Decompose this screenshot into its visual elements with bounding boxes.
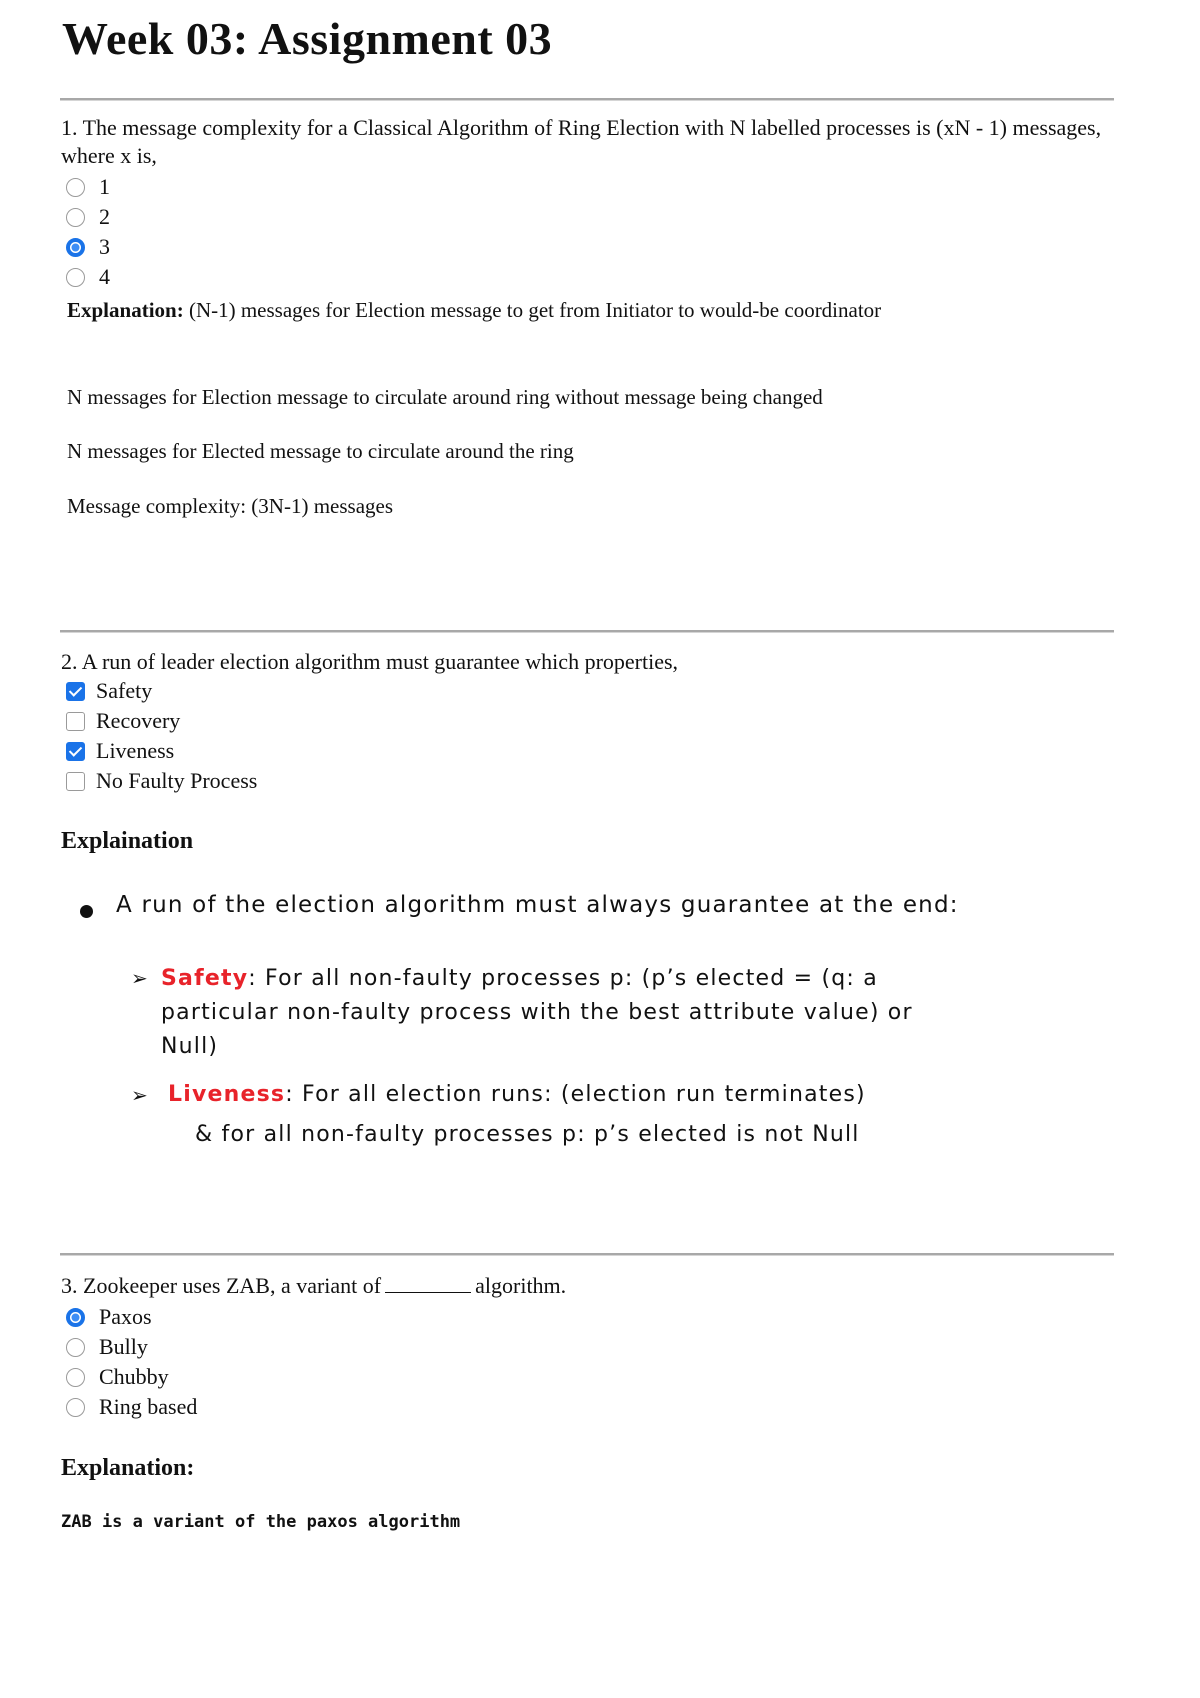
answer-blank bbox=[385, 1274, 471, 1293]
q1-option-4[interactable] bbox=[66, 262, 110, 292]
safety-text: : For all non-faulty processes p: (p’s elected = (q: a particular non-faulty process with the best attribute value) or Null) bbox=[161, 966, 913, 1059]
q3-option-ring-based[interactable] bbox=[66, 1392, 197, 1422]
checkbox-checked[interactable] bbox=[66, 742, 85, 761]
q3-option-bully[interactable] bbox=[66, 1332, 148, 1362]
radio-selected[interactable] bbox=[66, 238, 85, 257]
q1-explanation-line-4: Message complexity: (3N-1) messages bbox=[67, 494, 394, 518]
divider bbox=[60, 1253, 1114, 1256]
liveness-definition-continued: & for all non-faulty processes p: p’s elected is not Null bbox=[195, 1122, 860, 1147]
option-label: Paxos bbox=[99, 1304, 152, 1329]
radio-unselected[interactable] bbox=[66, 208, 85, 227]
q2-option-recovery[interactable] bbox=[66, 706, 180, 736]
q2-option-no-faulty-process[interactable] bbox=[66, 766, 257, 796]
explanation-text: (N-1) messages for Election message to get from Initiator to would-be coordinator bbox=[183, 298, 882, 322]
option-label: Safety bbox=[96, 678, 153, 703]
option-label: 2 bbox=[99, 204, 110, 229]
divider bbox=[60, 630, 1114, 633]
radio-unselected[interactable] bbox=[66, 1368, 85, 1387]
q1-explanation bbox=[67, 295, 947, 325]
radio-unselected[interactable] bbox=[66, 178, 85, 197]
question-3-text-after: algorithm. bbox=[475, 1273, 567, 1298]
liveness-definition bbox=[168, 1078, 968, 1112]
option-label: 4 bbox=[99, 264, 110, 289]
option-label: Liveness bbox=[96, 738, 175, 763]
bullet-text: A run of the election algorithm must always guarantee at the end: bbox=[116, 892, 959, 918]
option-label: Recovery bbox=[96, 708, 181, 733]
liveness-text: : For all election runs: (election run terminates) bbox=[285, 1082, 866, 1107]
divider bbox=[60, 98, 1114, 101]
option-label: Chubby bbox=[99, 1364, 169, 1389]
liveness-label: Liveness bbox=[168, 1082, 286, 1107]
q3-option-paxos[interactable] bbox=[66, 1302, 152, 1332]
option-label: 3 bbox=[99, 234, 110, 259]
q1-option-2[interactable] bbox=[66, 202, 110, 232]
explanation-label: Explanation: bbox=[67, 298, 184, 322]
question-3-text bbox=[61, 1272, 1121, 1300]
question-3-text-before: 3. Zookeeper uses ZAB, a variant of bbox=[61, 1273, 382, 1298]
question-2-text: 2. A run of leader election algorithm must guarantee which properties, bbox=[61, 649, 679, 674]
q1-option-1[interactable] bbox=[66, 172, 110, 202]
q3-explanation-heading: Explanation: bbox=[61, 1455, 195, 1481]
arrow-bullet-icon: ➢ bbox=[131, 966, 148, 990]
q1-explanation-line-3: N messages for Elected message to circulate around the ring bbox=[67, 439, 574, 463]
radio-selected[interactable] bbox=[66, 1308, 85, 1327]
radio-unselected[interactable] bbox=[66, 268, 85, 287]
checkbox-checked[interactable] bbox=[66, 682, 85, 701]
question-1-text: 1. The message complexity for a Classical Algorithm of Ring Election with N labelled processes is (xN - 1) messages, where x is, bbox=[61, 115, 1102, 168]
safety-label: Safety bbox=[161, 966, 249, 991]
page-title: Week 03: Assignment 03 bbox=[62, 13, 553, 64]
q3-option-chubby[interactable] bbox=[66, 1362, 169, 1392]
q2-explanation-heading: Explaination bbox=[61, 828, 194, 854]
option-label: Ring based bbox=[99, 1394, 198, 1419]
q1-option-3[interactable] bbox=[66, 232, 110, 262]
q1-explanation-line-2: N messages for Election message to circulate around ring without message being changed bbox=[67, 385, 823, 409]
arrow-bullet-icon: ➢ bbox=[131, 1083, 148, 1107]
radio-unselected[interactable] bbox=[66, 1398, 85, 1417]
radio-unselected[interactable] bbox=[66, 1338, 85, 1357]
option-label: 1 bbox=[99, 174, 110, 199]
q2-option-liveness[interactable] bbox=[66, 736, 174, 766]
bullet-icon bbox=[80, 905, 93, 918]
safety-definition bbox=[161, 962, 961, 1064]
option-label: No Faulty Process bbox=[96, 768, 258, 793]
checkbox-unchecked[interactable] bbox=[66, 772, 85, 791]
option-label: Bully bbox=[99, 1334, 148, 1359]
q3-explanation-text: ZAB is a variant of the paxos algorithm bbox=[61, 1512, 461, 1532]
checkbox-unchecked[interactable] bbox=[66, 712, 85, 731]
q2-option-safety[interactable] bbox=[66, 676, 152, 706]
